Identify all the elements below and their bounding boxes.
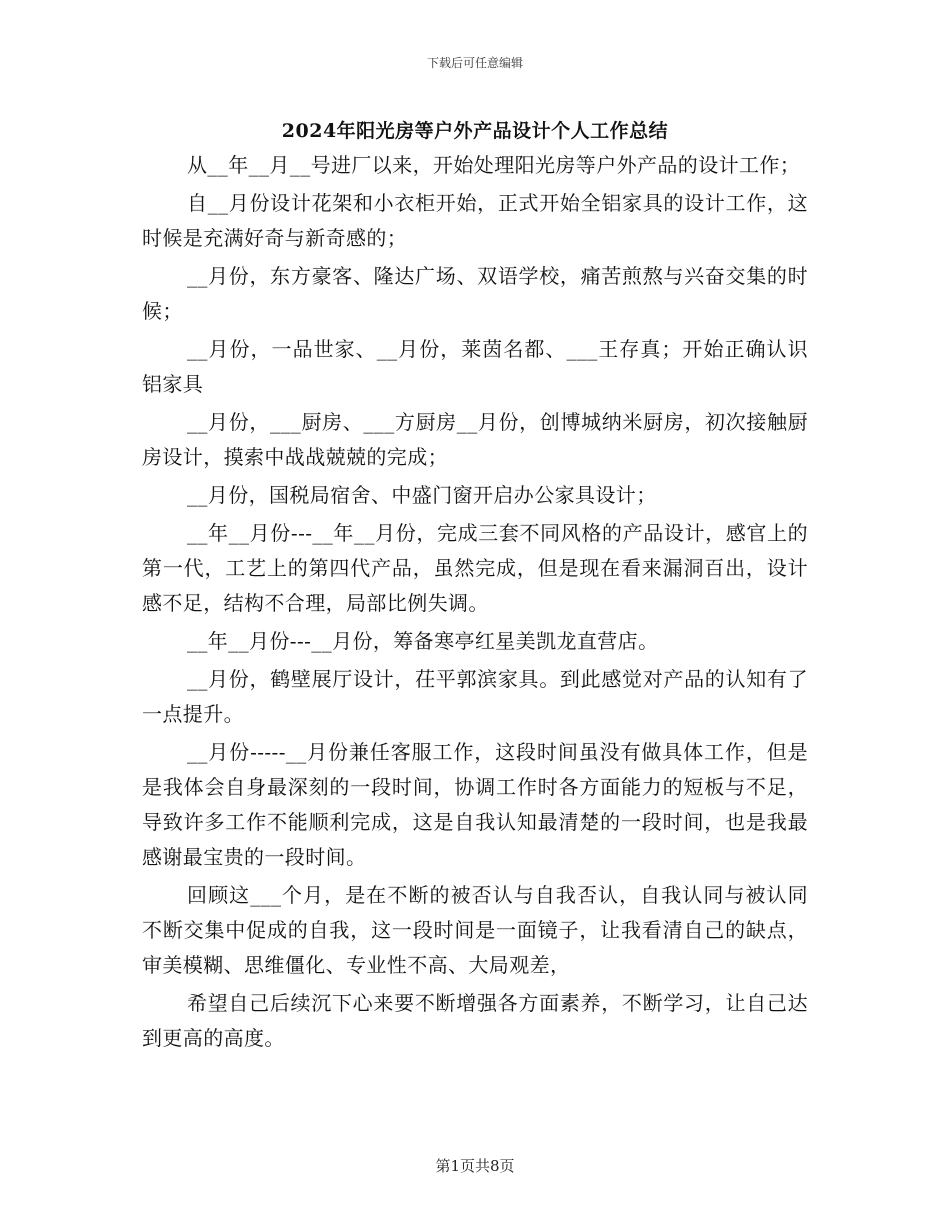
paragraph: 回顾这___个月，是在不断的被否认与自我否认，自我认同与被认同不断交集中促成的自我，这一段时间是一面镜子，让我看清自己的缺点，审美模糊、思维僵化、专业性不高、大局观差，	[142, 883, 808, 977]
paragraph: __年__月份---__年__月份，完成三套不同风格的产品设计，感官上的第一代，工艺上的第四代产品，虽然完成，但是现在看来漏洞百出，设计感不足，结构不合理，局部比例失调。	[142, 521, 808, 615]
paragraph: 自__月份设计花架和小衣柜开始，正式开始全铝家具的设计工作，这时候是充满好奇与新奇感的；	[142, 191, 808, 250]
paragraph: __月份，东方豪客、隆达广场、双语学校，痛苦煎熬与兴奋交集的时候；	[142, 264, 808, 323]
paragraph: __月份，___厨房、___方厨房__月份，创博城纳米厨房，初次接触厨房设计，摸索中战战兢兢的完成；	[142, 410, 808, 469]
paragraph: __月份，鹤壁展厅设计，茌平郭滨家具。到此感觉对产品的认知有了一点提升。	[142, 667, 808, 726]
page-footer: 第1页共8页	[435, 1157, 515, 1175]
paragraph: 希望自己后续沉下心来要不断增强各方面素养，不断学习，让自己达到更高的高度。	[142, 991, 808, 1050]
document-title: 2024年阳光房等户外产品设计个人工作总结	[281, 120, 669, 142]
paragraph: __月份，一品世家、__月份，莱茵名都、___王存真；开始正确认识铝家具	[142, 337, 808, 396]
paragraph: __年__月份---__月份，筹备寒亭红星美凯龙直营店。	[187, 629, 659, 653]
paragraph: 从__年__月__号进厂以来，开始处理阳光房等户外产品的设计工作；	[187, 153, 801, 177]
document-body	[142, 148, 808, 1059]
header-note: 下载后可任意编辑	[426, 56, 523, 70]
paragraph: __月份，国税局宿舍、中盛门窗开启办公家具设计；	[187, 483, 657, 507]
paragraph: __月份-----__月份兼任客服工作，这段时间虽没有做具体工作，但是是我体会自身最深刻的一段时间，协调工作时各方面能力的短板与不足，导致许多工作不能顺利完成，这是自我认知最清楚的一段时间，也是我最感谢最宝贵的一段时间。	[142, 740, 808, 869]
